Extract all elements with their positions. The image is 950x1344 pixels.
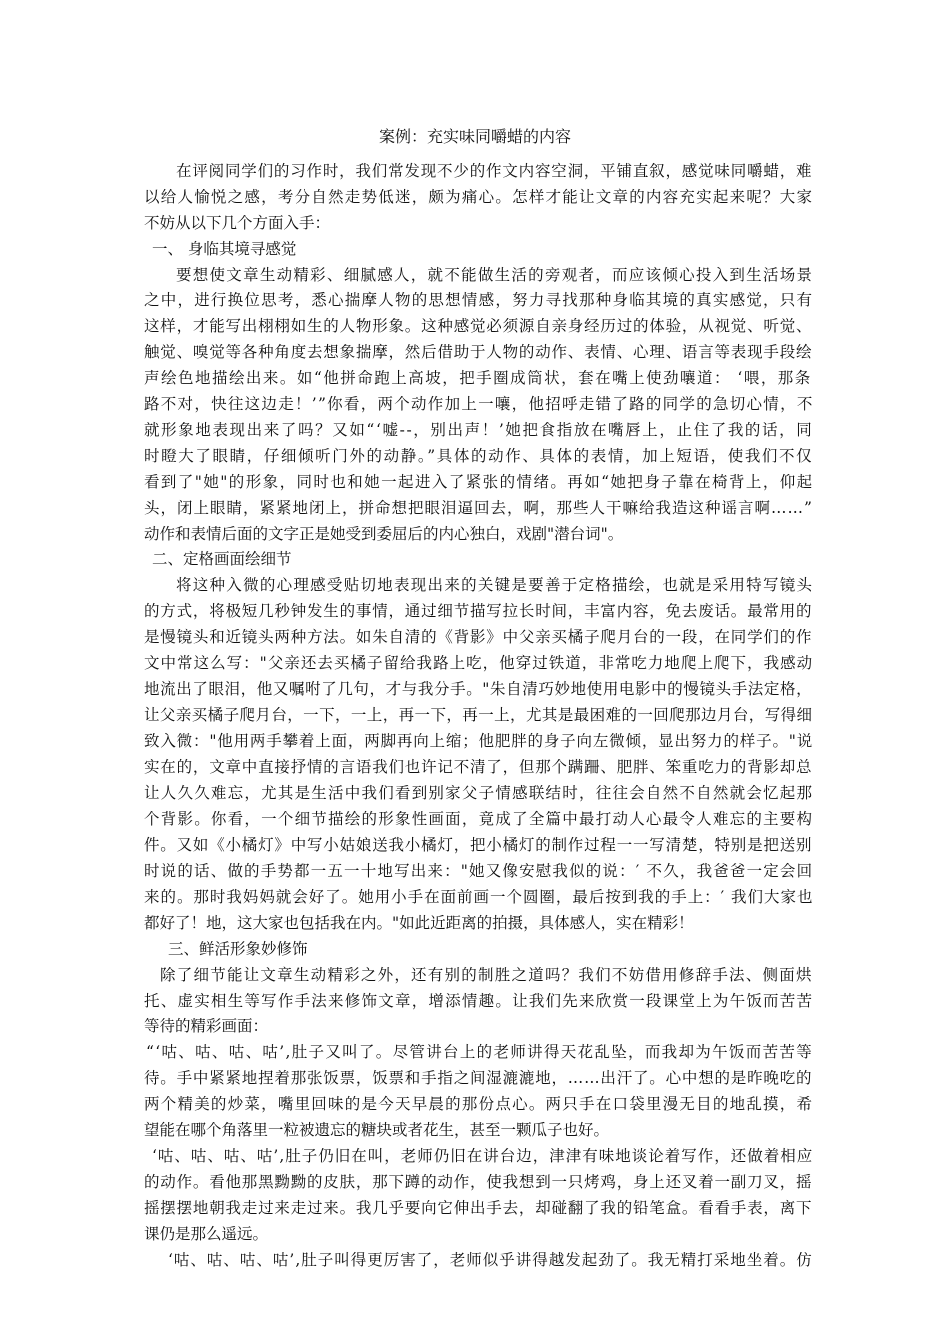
paragraph-line: 的动作。看他那黑黝黝的皮肤，那下蹲的动作，使我想到一只烤鸡，身上还叉着一副刀叉，摇 (144, 1173, 813, 1191)
paragraph-line: 致入微："他用两手攀着上面，两脚再向上缩；他肥胖的身子向左微倾，显出努力的样子。"说 (144, 732, 814, 750)
paragraph-line: 地流出了眼泪，他又嘱咐了几句，才与我分手。"朱自清巧妙地使用电影中的慢镜头手法定格， (144, 680, 813, 698)
paragraph-line: 是慢镜头和近镜头两种方法。如朱自清的《背影》中父亲买橘子爬月台的一段，在同学们的作 (144, 628, 813, 646)
paragraph-line: 头，闭上眼睛，紧紧地闭上，拼命想把眼泪逼回去，啊，那些人干嘛给我造这种谣言啊……” (144, 499, 813, 517)
paragraph-line: 件。又如《小橘灯》中写小姑娘送我小橘灯，把小橘灯的制作过程一一写清楚，特别是把送别 (144, 836, 813, 854)
paragraph-line: 时说的话、做的手势都一五一十地写出来："她又像安慰我似的说：′ 不久，我爸爸一定会回 (144, 862, 814, 880)
section-heading: 一、 身临其境寻感觉 (152, 240, 297, 258)
paragraph-line: 实在的，文章中直接抒情的言语我们也许记不清了，但那个蹒跚、肥胖、笨重吃力的背影却总 (144, 758, 813, 776)
paragraph-line: 触觉、嗅觉等各种角度去想象揣摩，然后借助于人物的动作、表情、心理、语言等表现手段绘 (144, 343, 813, 361)
paragraph-line: 看到了"她"的形象，同时也和她一起进入了紧张的情绪。再如“她把身子靠在椅背上，仰起 (144, 473, 814, 491)
paragraph-line: 路不对，快往这边走！’”你看，两个动作加上一嚷，他招呼走错了路的同学的急切心情，不 (144, 395, 814, 413)
paragraph-line: 托、虚实相生等写作手法来修饰文章，增添情趣。让我们先来欣赏一段课堂上为午饭而苦苦 (144, 992, 814, 1010)
paragraph-line: “‘咕、咕、咕、咕’,肚子又叫了。尽管讲台上的老师讲得天花乱坠，而我却为午饭而苦苦等 (146, 1043, 814, 1061)
section-heading: 二、定格画面绘细节 (152, 550, 292, 568)
paragraph-line: 文中常这么写："父亲还去买橘子留给我路上吃，他穿过铁道，非常吃力地爬上爬下，我感动 (144, 654, 814, 672)
paragraph-line: 动作和表情后面的文字正是她受到委屈后的内心独白，戏剧"潜台词"。 (144, 525, 624, 543)
paragraph-line: 就形象地表现出来了吗？又如“‘嘘--，别出声！’她把食指放在嘴唇上，止住了我的话，同 (144, 421, 814, 439)
paragraph-line: 除了细节能让文章生动精彩之外，还有别的制胜之道吗？我们不妨借用修辞手法、侧面烘 (160, 966, 813, 984)
paragraph-line: 摇摆摆地朝我走过来走过来。我几乎要向它伸出手去，却碰翻了我的铅笔盒。看看手表，离下 (144, 1199, 813, 1217)
paragraph-line: 在评阅同学们的习作时，我们常发现不少的作文内容空洞，平铺直叙，感觉味同嚼蜡，难 (176, 162, 813, 180)
paragraph-line: 个背影。你看，一个细节描绘的形象性画面，竟成了全篇中最打动人心最令人难忘的主要构 (144, 810, 814, 828)
paragraph-line: 望能在哪个角落里一粒被遗忘的糖块或者花生，甚至一颗瓜子也好。 (144, 1121, 610, 1139)
paragraph-line: 待。手中紧紧地捏着那张饭票，饭票和手指之间湿漉漉地，……出汗了。心中想的是昨晚吃的 (144, 1069, 813, 1087)
paragraph-line: ‘咕、咕、咕、咕’,肚子叫得更厉害了，老师似乎讲得越发起劲了。我无精打采地坐着。仿 (168, 1251, 813, 1269)
paragraph-line: 课仍是那么遥远。 (144, 1225, 269, 1243)
paragraph-line: 要想使文章生动精彩、细腻感人，就不能做生活的旁观者，而应该倾心投入到生活场景 (176, 266, 814, 284)
paragraph-line: ‘咕、咕、咕、咕’,肚子仍旧在叫，老师仍旧在讲台边，津津有味地谈论着写作，还做着相应 (152, 1147, 814, 1165)
paragraph-line: 来的。那时我妈妈就会好了。她用小手在面前画一个圆圈，最后按到我的手上：′ 我们大家也 (144, 888, 814, 906)
paragraph-line: 两个精美的炒菜，嘴里回味的是今天早晨的那份点心。两只手在口袋里漫无目的地乱摸，希 (144, 1095, 814, 1113)
paragraph-line: 以给人愉悦之感，考分自然走势低迷，颇为痛心。怎样才能让文章的内容充实起来呢？大家 (144, 188, 814, 206)
paragraph-line: 的方式，将极短几秒钟发生的事情，通过细节描写拉长时间，丰富内容，免去废话。最常用的 (144, 602, 813, 620)
paragraph-line: 之中，进行换位思考，悉心揣摩人物的思想情感，努力寻找那种身临其境的真实感觉，只有 (144, 291, 814, 309)
paragraph-line: 声绘色地描绘出来。如“他拼命跑上高坡，把手圈成筒状，套在嘴上使劲嚷道： ‘喂，那条 (144, 369, 812, 387)
paragraph-line: 这样，才能写出栩栩如生的人物形象。这种感觉必须源自亲身经历过的体验，从视觉、听觉、 (144, 317, 813, 335)
paragraph-line: 都好了！地，这大家也包括我在内。"如此近距离的拍摄，具体感人，实在精彩！ (144, 914, 694, 932)
paragraph-line: 将这种入微的心理感受贴切地表现出来的关键是要善于定格描绘，也就是采用特写镜头 (176, 576, 814, 594)
paragraph-line: 时瞪大了眼睛，仔细倾听门外的动静。”具体的动作、具体的表情，加上短语，使我们不仅 (144, 447, 814, 465)
paragraph-line: 让父亲买橘子爬月台，一下，一上，再一下，再一上，尤其是最困难的一回爬那边月台，写得细 (144, 706, 813, 724)
document-title: 案例：充实味同嚼蜡的内容 (378, 127, 571, 146)
section-heading: 三、鲜活形象妙修饰 (168, 940, 308, 958)
paragraph-line: 等待的精彩画面： (144, 1017, 269, 1035)
paragraph-line: 不妨从以下几个方面入手： (144, 214, 331, 232)
paragraph-line: 让人久久难忘，尤其是生活中我们看到别家父子情感联结时，往往会自然不自然就会忆起那 (144, 784, 814, 802)
